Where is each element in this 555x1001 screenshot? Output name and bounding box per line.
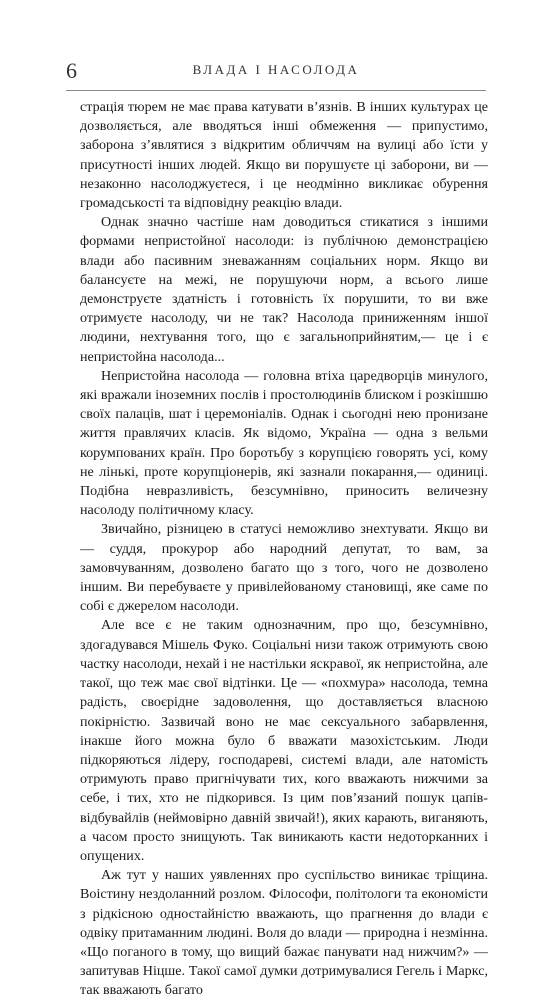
paragraph: Аж тут у наших уявленнях про суспільство виникає тріщина. Воістину нездоланний розлом. Філософи, політологи та економісти з рідкісною одностайністю вважають, що прагнення до влади є одвіку притаманним людині. Воля до влади — природна і незмінна. «Що поганого в тому, що вищий бажає панувати над нижчим?» — запитував Ніцше. Такої самої думки дотримувалися Гегель і Маркс, так вважають багато	[80, 867, 488, 999]
header-rule	[66, 90, 486, 91]
running-title: ВЛАДА І НАСОЛОДА	[192, 62, 360, 77]
paragraph: Звичайно, різницею в статусі неможливо знехтувати. Якщо ви — суддя, прокурор або народний депутат, то вам, за замовчуванням, дозволено багато що з того, чого не дозволено іншим. Ви перебуваєте у привілейованому становищі, яке саме по собі є джерелом насолоди.	[80, 521, 488, 615]
page-number: 6	[66, 58, 77, 83]
paragraph: Однак значно частіше нам доводиться стикатися з іншими формами непристойної насолоди: із публічною демонстрацією влади або пасивним зневажанням соціальних норм. Якщо ви балансуєте на межі, не порушуючи норм, а всього лише демонструєте здатність і готовність їх порушити, то ви вже отримуєте насолоду, чи не так? Насолода приниженням іншої людини, нехтування того, що є загальноприйнятим,— це і є непристойна насолода...	[80, 214, 488, 365]
page-header	[66, 58, 486, 84]
body-text	[80, 98, 488, 1001]
paragraph: Але все є не таким однозначним, про що, безсумнівно, здогадувався Мішель Фуко. Соціальні низи також отримують свою частку насолоди, нехай і не настільки яскравої, як непристойна, але такої, що теж має свої відтінки. Це — «похмура» насолода, темна радість, своєрідне задоволення, що доставляється власною покірністю. Зазвичай воно не має сексуального забарвлення, інакше його можна було б вважати мазохістським. Люди підкоряються лідеру, господареві, системі влади, але натомість отримують право пригнічувати тих, кого вважають нижчими за себе, і тих, хто не підкорився. Із цим пов’язаний пошук цапів-відбувайлів (неймовірно давній звичай!), яких карають, виганяють, а часом просто знищують. Так виникають касти недоторканних і опущених.	[80, 617, 488, 864]
paragraph: Непристойна насолода — головна втіха царедворців минулого, які вражали іноземних послів і простолюдинів блиском і розкішшю своїх палаців, шат і церемоніалів. Однак і сьогодні нею пронизане життя правлячих класів. Як відомо, Україна — одна з вельми корумпованих країн. Про боротьбу з корупцією говорять усі, кому не лінькі, проте корупціонерів, які зазнали покарання,— одиниці. Подібна невразливість, безсумнівно, приносить величезну насолоду політичному класу.	[80, 367, 488, 519]
paragraph: страція тюрем не має права катувати в’язнів. В інших культурах це дозволяється, але вводяться інші обмеження — припустимо, заборона з’являтися з відкритим обличчям на вулиці або їсти у присутності інших людей. Якщо ви порушуєте ці заборони, ви — незаконно насолоджуєтеся, і це неодмінно викликає обурення громадськості та відповідну реакцію влади.	[80, 99, 488, 212]
